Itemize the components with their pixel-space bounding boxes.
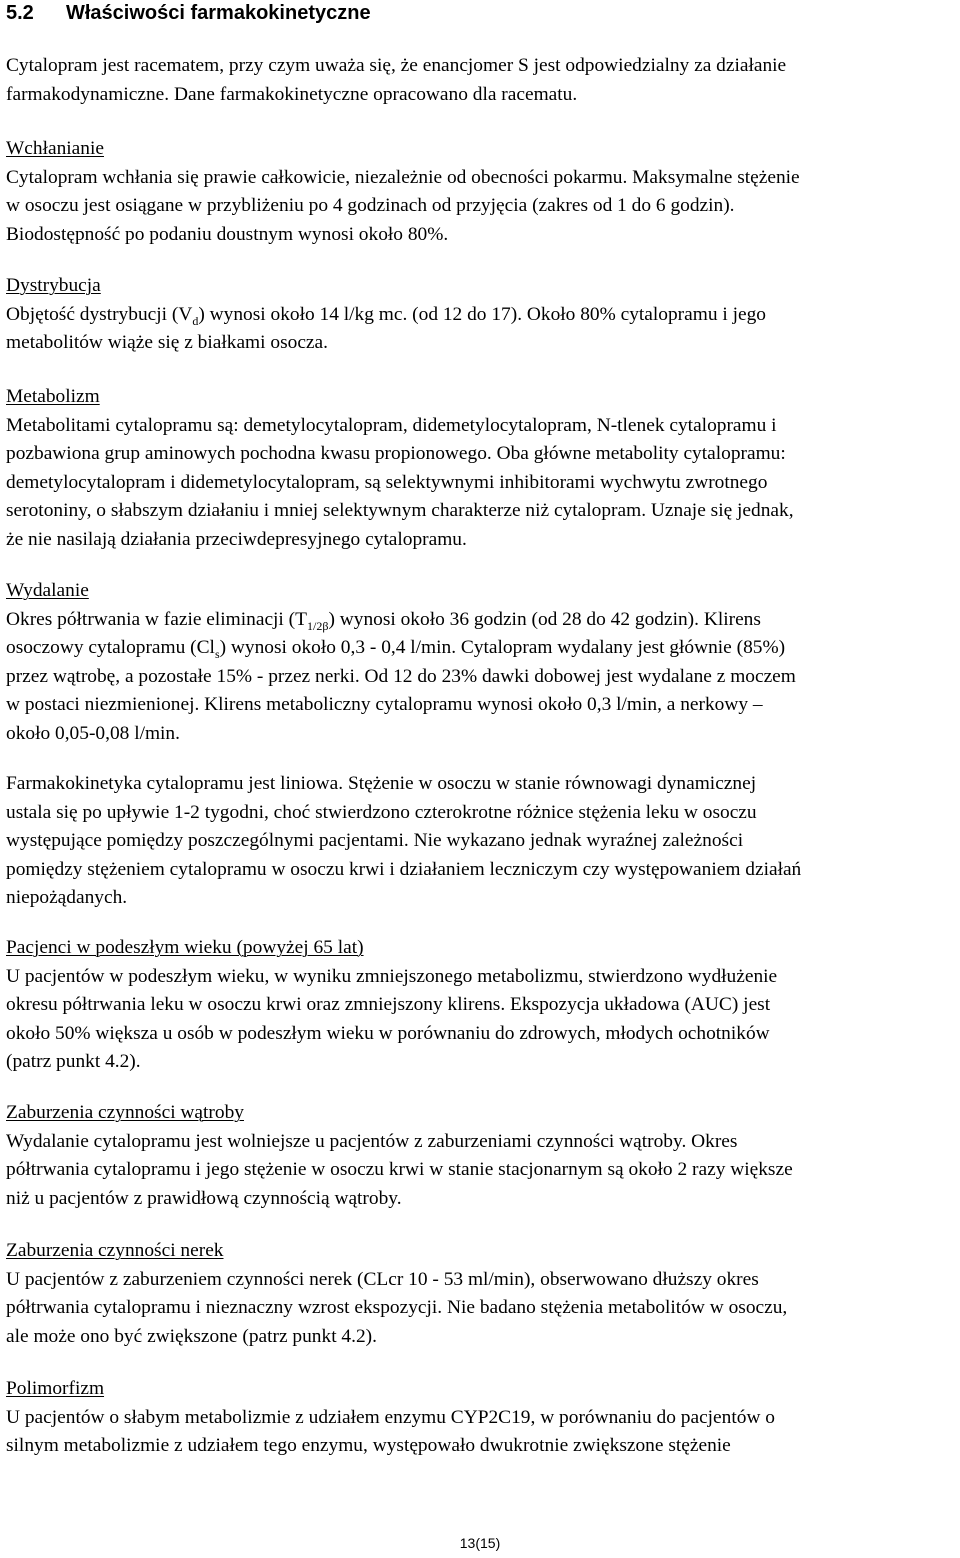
text-line <box>6 634 956 663</box>
polymorphism-heading: Polimorfizm <box>6 1378 105 1399</box>
text-line: że nie nasilają działania przeciwdepresyjnego cytalopramu. <box>6 528 467 550</box>
text-line: w osoczu jest osiągane w przybliżeniu po 4 godzinach od przyjęcia (zakres od 1 do 6 godzin). <box>6 195 735 216</box>
text-line: (patrz punkt 4.2). <box>6 1051 141 1072</box>
polymorphism-section <box>6 1375 956 1461</box>
text-fragment: Okres półtrwania w fazie eliminacji (T <box>6 608 307 630</box>
text-line: silnym metabolizmie z udziałem tego enzymu, występowało dwukrotnie zwiększone stężenie <box>6 1435 731 1456</box>
distribution-heading: Dystrybucja <box>6 275 101 296</box>
text-line: U pacjentów o słabym metabolizmie z udziałem enzymu CYP2C19, w porównaniu do pacjentów o <box>6 1406 775 1428</box>
text-line: półtrwania cytalopramu i jego stężenie w osoczu krwi w stanie stacjonarnym są około 2 razy większe <box>6 1159 793 1180</box>
text-line: około 50% większa u osób w podeszłym wieku w porównaniu do zdrowych, młodych ochotników <box>6 1022 770 1044</box>
text-line <box>6 606 956 635</box>
text-line: Biodostępność po podaniu doustnym wynosi około 80%. <box>6 223 449 245</box>
text-line: około 0,05-0,08 l/min. <box>6 722 180 744</box>
text-line: Cytalopram jest racematem, przy czym uważa się, że enancjomer S jest odpowiedzialny za działanie <box>6 55 787 76</box>
metabolism-heading: Metabolizm <box>6 386 100 407</box>
section-title: Właściwości farmakokinetyczne <box>66 2 371 24</box>
intro-paragraph <box>6 52 956 109</box>
text-line: pomiędzy stężeniem cytalopramu w osoczu krwi i działaniem leczniczym czy występowaniem działań <box>6 858 802 880</box>
section-heading <box>6 0 371 26</box>
text-line: w postaci niezmienionej. Klirens metaboliczny cytalopramu wynosi około 0,3 l/min, a nerkowy – <box>6 694 763 715</box>
text-line: metabolitów wiąże się z białkami osocza. <box>6 332 328 353</box>
text-line: przez wątrobę, a pozostałe 15% - przez nerki. Od 12 do 23% dawki dobowej jest wydalane z moczem <box>6 665 796 687</box>
renal-heading: Zaburzenia czynności nerek <box>6 1240 224 1261</box>
hepatic-heading: Zaburzenia czynności wątroby <box>6 1102 244 1123</box>
text-line: niepożądanych. <box>6 887 128 908</box>
page-number: 13(15) <box>459 1535 501 1551</box>
text-line <box>6 301 956 330</box>
elimination-heading: Wydalanie <box>6 580 89 601</box>
hepatic-section <box>6 1099 956 1213</box>
text-line: Metabolitami cytalopramu są: demetylocytalopram, didemetylocytalopram, N-tlenek cytalopramu i <box>6 414 777 436</box>
text-line: Cytalopram wchłania się prawie całkowicie, niezależnie od obecności pokarmu. Maksymalne stężenie <box>6 166 800 188</box>
text-line: niż u pacjentów z prawidłową czynnością wątroby. <box>6 1187 402 1209</box>
text-line: serotoniny, o słabszym działaniu i mniej selektywnym charakterze niż cytalopram. Uznaje się jednak, <box>6 500 794 521</box>
text-line: półtrwania cytalopramu i nieznaczny wzrost ekspozycji. Nie badano stężenia metabolitów w osoczu, <box>6 1297 788 1318</box>
elimination-section <box>6 577 956 748</box>
section-number: 5.2 <box>6 2 34 24</box>
text-line: okresu półtrwania leku w osoczu krwi oraz zmniejszony klirens. Ekspozycja układowa (AUC) jest <box>6 994 771 1015</box>
renal-section <box>6 1237 956 1351</box>
text-line: Wydalanie cytalopramu jest wolniejsze u pacjentów z zaburzeniami czynności wątroby. Okres <box>6 1130 738 1152</box>
text-fragment: ) wynosi około 0,3 - 0,4 l/min. Cytalopram wydalany jest głównie (85%) <box>219 637 786 658</box>
subscript: 1/2β <box>306 618 329 633</box>
text-line: farmakodynamiczne. Dane farmakokinetyczne opracowano dla racematu. <box>6 83 578 105</box>
metabolism-section <box>6 383 956 554</box>
text-line: Farmakokinetyka cytalopramu jest liniowa. Stężenie w osoczu w stanie równowagi dynamicznej <box>6 773 757 794</box>
text-fragment: ) wynosi około 36 godzin (od 28 do 42 godzin). Klirens <box>328 608 761 630</box>
text-fragment: Objętość dystrybucji (V <box>6 303 193 325</box>
elderly-section <box>6 934 956 1077</box>
elderly-heading: Pacjenci w podeszłym wieku (powyżej 65 lat) <box>6 937 364 958</box>
text-line: ustala się po upływie 1-2 tygodni, choć stwierdzono czterokrotne różnice stężenia leku w osoczu <box>6 801 757 823</box>
subscript: s <box>214 646 220 661</box>
text-line: występujące pomiędzy poszczególnymi pacjentami. Nie wykazano jednak wyraźnej zależności <box>6 830 744 851</box>
distribution-section <box>6 272 956 358</box>
text-line: ale może ono być zwiększone (patrz punkt 4.2). <box>6 1325 377 1347</box>
absorption-section <box>6 135 956 249</box>
absorption-heading: Wchłanianie <box>6 138 104 159</box>
text-line: demetylocytalopram i didemetylocytalopram, są selektywnymi inhibitorami wychwytu zwrotnego <box>6 471 768 493</box>
text-line: pozbawiona grup aminowych pochodna kwasu propionowego. Oba główne metabolity cytalopramu: <box>6 443 786 464</box>
subscript: d <box>192 313 199 328</box>
text-line: U pacjentów z zaburzeniem czynności nerek (CLcr 10 - 53 ml/min), obserwowano dłuższy okres <box>6 1268 759 1290</box>
text-fragment: osoczowy cytalopramu (Cl <box>6 637 215 658</box>
linearity-paragraph <box>6 770 956 913</box>
text-fragment: ) wynosi około 14 l/kg mc. (od 12 do 17). Około 80% cytalopramu i jego <box>198 303 766 325</box>
text-line: U pacjentów w podeszłym wieku, w wyniku zmniejszonego metabolizmu, stwierdzono wydłużenie <box>6 965 778 987</box>
